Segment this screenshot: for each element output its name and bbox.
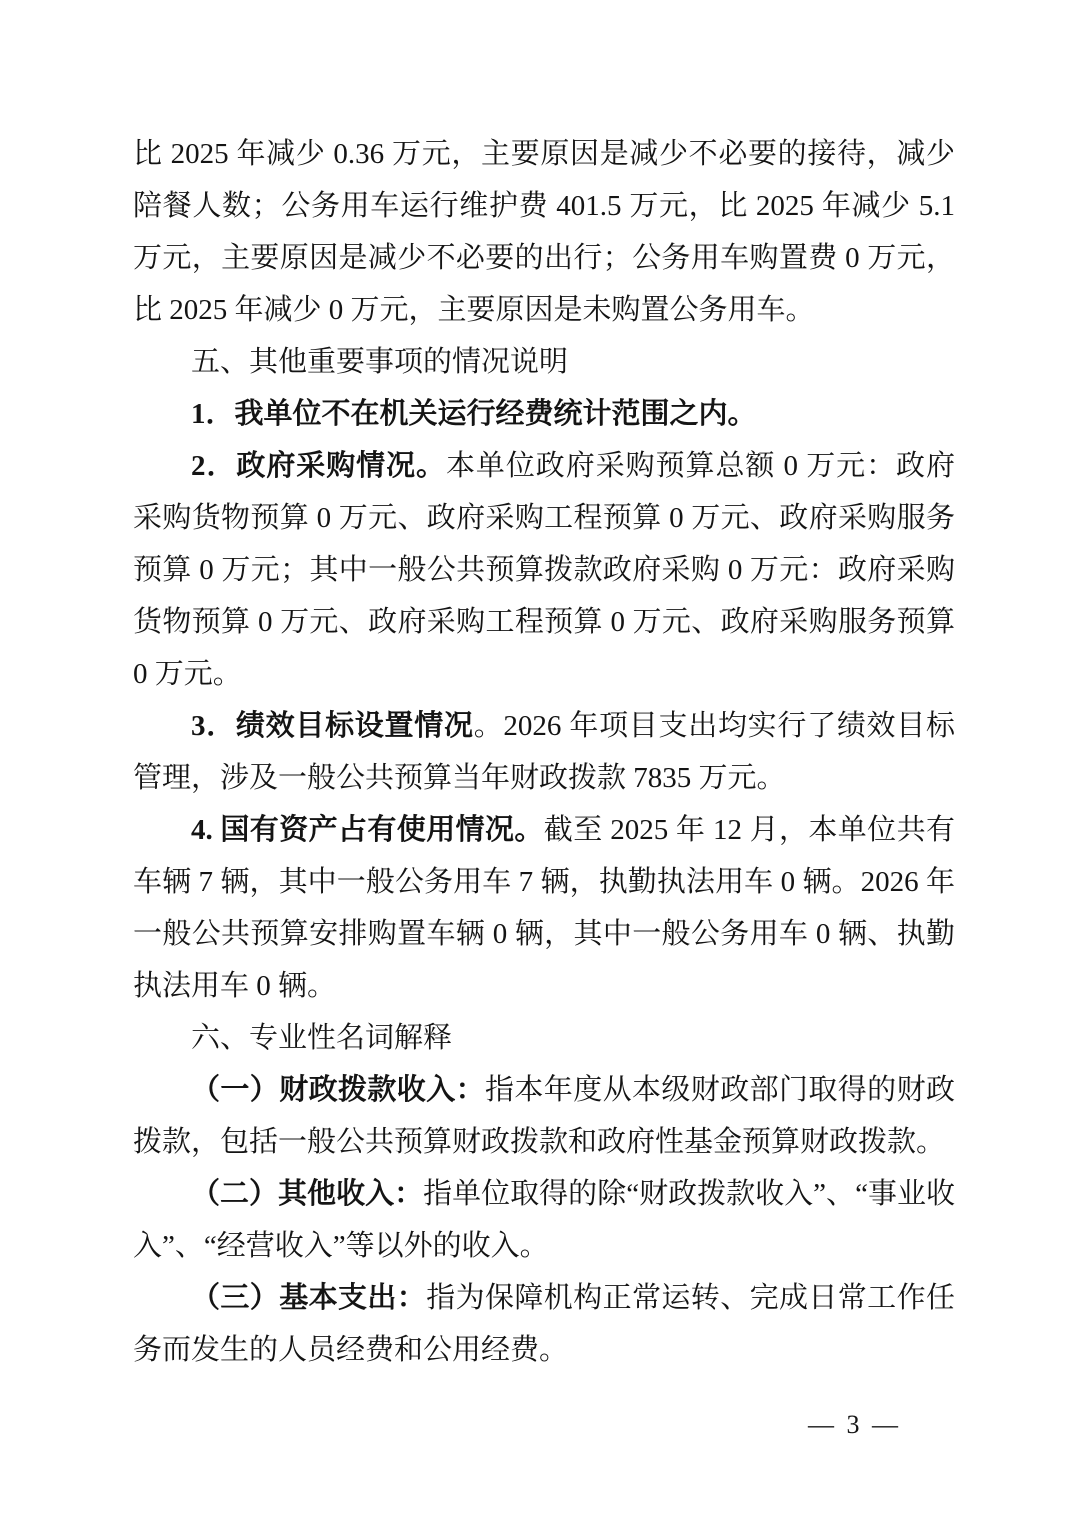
definition-3-text: 指为保障机构正常运转、完成日常工作任务而发生的人员经费和公用经费。 [133,1282,955,1366]
item-3-label: 3．绩效目标设置情况 [191,710,474,742]
item-4-text: 截至 2025 年 12 月，本单位共有车辆 7 辆，其中一般公务用车 7 辆，执勤执法用车 0 辆。2026 年一般公共预算安排购置车辆 0 辆，其中一般公务用车 0 辆、执勤执法用车 0 辆。 [133,814,955,1002]
section-heading-six: 六、专业性名词解释 [191,1022,453,1054]
definition-1-text: 指本年度从本级财政部门取得的财政拨款，包括一般公共预算财政拨款和政府性基金预算财政拨款。 [133,1074,955,1158]
item-4-label: 4. 国有资产占有使用情况。 [191,814,544,846]
paragraph-vehicle-expense-continuation [133,128,955,336]
item-2-label: 2．政府采购情况。 [191,450,446,482]
item-3-performance-targets [133,700,955,804]
paragraph-text: 比 2025 年减少 0.36 万元，主要原因是减少不必要的接待，减少陪餐人数；公务用车运行维护费 401.5 万元，比 2025 年减少 5.1 万元，主要原因是减少不必要的出行；公务用车购置费 0 万元，比 2025 年减少 0 万元，主要原因是未购置公务用车。 [133,138,955,326]
definition-2-text: 指单位取得的除“财政拨款收入”、“事业收入”、“经营收入”等以外的收入。 [133,1178,955,1262]
definition-2-other-income [133,1168,955,1272]
item-2-government-procurement [133,440,955,700]
item-4-state-assets [133,804,955,1012]
section-heading-five: 五、其他重要事项的情况说明 [191,346,569,378]
definition-2-term: （二）其他收入： [191,1178,424,1210]
document-body [133,128,955,1376]
definition-1-term: （一）财政拨款收入： [191,1074,485,1106]
item-1-text: 1．我单位不在机关运行经费统计范围之内。 [191,398,757,430]
definition-3-basic-expenditure [133,1272,955,1376]
definition-1-fiscal-appropriation-income [133,1064,955,1168]
definition-3-term: （三）基本支出： [191,1282,427,1314]
item-2-text: 本单位政府采购预算总额 0 万元：政府采购货物预算 0 万元、政府采购工程预算 0 万元、政府采购服务预算 0 万元；其中一般公共预算拨款政府采购 0 万元：政府采购货物预算 0 万元、政府采购工程预算 0 万元、政府采购服务预算 0 万元。 [133,450,955,690]
item-1-operating-funds [133,388,955,440]
item-3-text: 。2026 年项目支出均实行了绩效目标管理，涉及一般公共预算当年财政拨款 7835 万元。 [133,710,955,794]
page-number: — 3 — [808,1410,901,1439]
